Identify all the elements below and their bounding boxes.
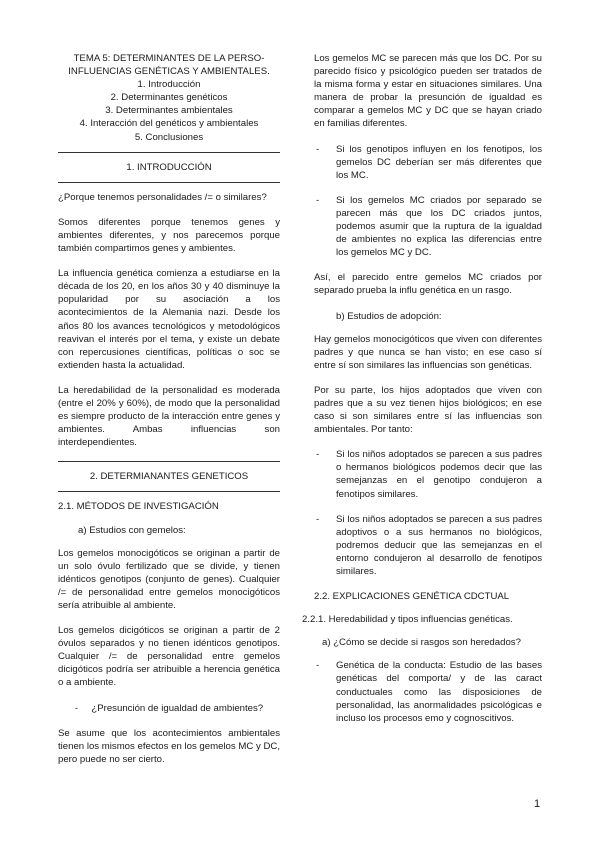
divider-1 xyxy=(58,152,280,153)
section-1-heading: 1. INTRODUCCIÓN xyxy=(126,161,212,173)
title-line-1: TEMA 5: DETERMINANTES DE LA PERSO- xyxy=(73,53,265,64)
title-line-2: INFLUENCIAS GENÉTICAS Y AMBIENTALES. xyxy=(68,66,270,78)
section-1-paragraph-2: La influencia genética comienza a estudiarse en la década de los 20, en los años 30 y 40 disminuye la popularidad por su asociación a los acontecimientos de la Alemania nazi. Desde los años 80 los avances tecnológicos y metodológicos reavivan el interés por el tema, y existe un debate con repercusiones científicas, políticas o soc se extienden hasta la actualidad. xyxy=(58,268,280,371)
bullet-dash: - xyxy=(316,449,320,461)
toc-item-3: 3. Determinantes ambientales xyxy=(105,105,233,117)
bullet-dash: - xyxy=(316,143,320,155)
divider-2 xyxy=(58,182,280,183)
toc-item-1: 1. Introducción xyxy=(137,79,201,91)
bullet-item xyxy=(314,659,542,724)
toc-item-5: 5. Conclusiones xyxy=(134,131,204,143)
section-2-paragraph-1: Los gemelos monocigóticos se originan a partir de un solo óvulo fertilizado que se divide, y tienen idénticos genotipos (conjunto de genes). Cualquier /= de personalidad entre gemelos monocigóticos sería atribuible al ambiente. xyxy=(58,547,280,611)
bullet-dash: - xyxy=(316,660,320,672)
bullet-text: Si los gemelos MC criados por separado se parecen más que los DC criados juntos, podemos asumir que la ruptura de la igualdad de ambientes no explica las diferencias entre los gemelos MC y DC. xyxy=(336,194,542,259)
section-2-paragraph-3: Se asume que los acontecimientos ambientales tienen los mismos efectos en los gemelos MC y DC, pero puede no ser cierto. xyxy=(58,727,280,765)
right-paragraph-1: Los gemelos MC se parecen más que los DC. Por su parecido físico y psicológico pueden ser tratados de la misma forma y estar en situaciones similares. Una manera de probar la presunción de igualdad es comparar a gemelos MC y DC que se hayan criado en familias diferentes. xyxy=(314,53,542,130)
section-1-question: ¿Porque tenemos personalidades /= o similares? xyxy=(58,191,267,203)
right-paragraph-3: Hay gemelos monocigóticos que viven con diferentes padres y que nunca se han visto; en ese caso sí entre sí son similares las influencias son genéticas. xyxy=(314,333,542,371)
right-paragraph-2: Así, el parecido entre gemelos MC criados por separado prueba la influ genética en un rasgo. xyxy=(314,272,542,297)
adoption-studies-heading: b) Estudios de adopción: xyxy=(336,310,442,322)
divider-4 xyxy=(58,491,280,492)
divider-3 xyxy=(58,461,280,462)
presumption-text: ¿Presunción de igualdad de ambientes? xyxy=(91,702,264,714)
bullet-text: Genética de la conducta: Estudio de las bases genéticas del comporta/ y de las caract conductuales como las disposiciones de personalidad, las anormalidades psicológicas e incluso los procesos emo y cognoscitivos. xyxy=(336,660,542,724)
page-number: 1 xyxy=(534,798,541,810)
left-column xyxy=(58,52,280,778)
twin-studies-heading: a) Estudios con gemelos: xyxy=(78,524,186,536)
presumption-question xyxy=(58,702,280,715)
section-1-paragraph-3: La heredabilidad de la personalidad es moderada (entre el 20% y 60%), de modo que la personalidad es siempre producto de la interacción entre genes y ambientes. Ambas influencias son interdependientes. xyxy=(58,384,280,449)
toc-item-2: 2. Determinantes genéticos xyxy=(110,92,228,104)
subsection-2-2-heading: 2.2. EXPLICACIONES GENÉTICA CDCTUAL xyxy=(314,591,510,603)
bullet-item xyxy=(314,513,542,578)
toc-item-4: 4. Interacción del genéticos y ambientales xyxy=(79,118,259,130)
section-1-paragraph-1: Somos diferentes porque tenemos genes y ambientes diferentes, y nos parecemos porque también compartimos genes y ambientes. xyxy=(58,216,280,255)
dash-marker: - xyxy=(74,702,79,714)
right-paragraph-4: Por su parte, los hijos adoptados que viven con padres que a su vez tienen hijos biológicos; en ese caso si son similares entre sí las influencias son ambientales. Por tanto: xyxy=(314,384,542,436)
bullet-dash: - xyxy=(316,194,320,206)
bullet-item xyxy=(314,194,542,259)
subsection-2-1-heading: 2.1. MÉTODOS DE INVESTIGACIÓN xyxy=(58,501,219,513)
bullet-text: Si los niños adoptados se parecen a sus padres o hermanos biológicos podemos decir que las semejanzas en el genotipo condujeron a fenotipos similares. xyxy=(336,449,542,500)
bullet-dash: - xyxy=(316,513,320,525)
document-title xyxy=(58,52,280,144)
subsection-2-2-1-heading: 2.2.1. Heredabilidad y tipos influencias genéticas. xyxy=(302,614,513,626)
heritability-question: a) ¿Cómo se decide si rasgos son heredados? xyxy=(322,637,521,649)
section-2-paragraph-2: Los gemelos dicigóticos se originan a partir de 2 óvulos separados y no tienen idénticos genotipos. Cualquier /= de personalidad entre gemelos dicigóticos podría ser atribuible a herencia genética o a ambiente. xyxy=(58,625,280,689)
bullet-item xyxy=(314,448,542,500)
bullet-text: Si los niños adoptados se parecen a sus padres adoptivos o a sus hermanos no biológicos, podremos deducir que las semejanzas en el entorno condujeron al desarrollo de fenotipos similares. xyxy=(336,513,542,577)
bullet-text: Si los genotipos influyen en los fenotipos, los gemelos DC deberían ser más diferentes que los MC. xyxy=(336,143,542,181)
section-2-heading: 2. DETERMIANANTES GENETICOS xyxy=(89,471,249,483)
right-column xyxy=(302,52,542,737)
bullet-item xyxy=(314,143,542,182)
